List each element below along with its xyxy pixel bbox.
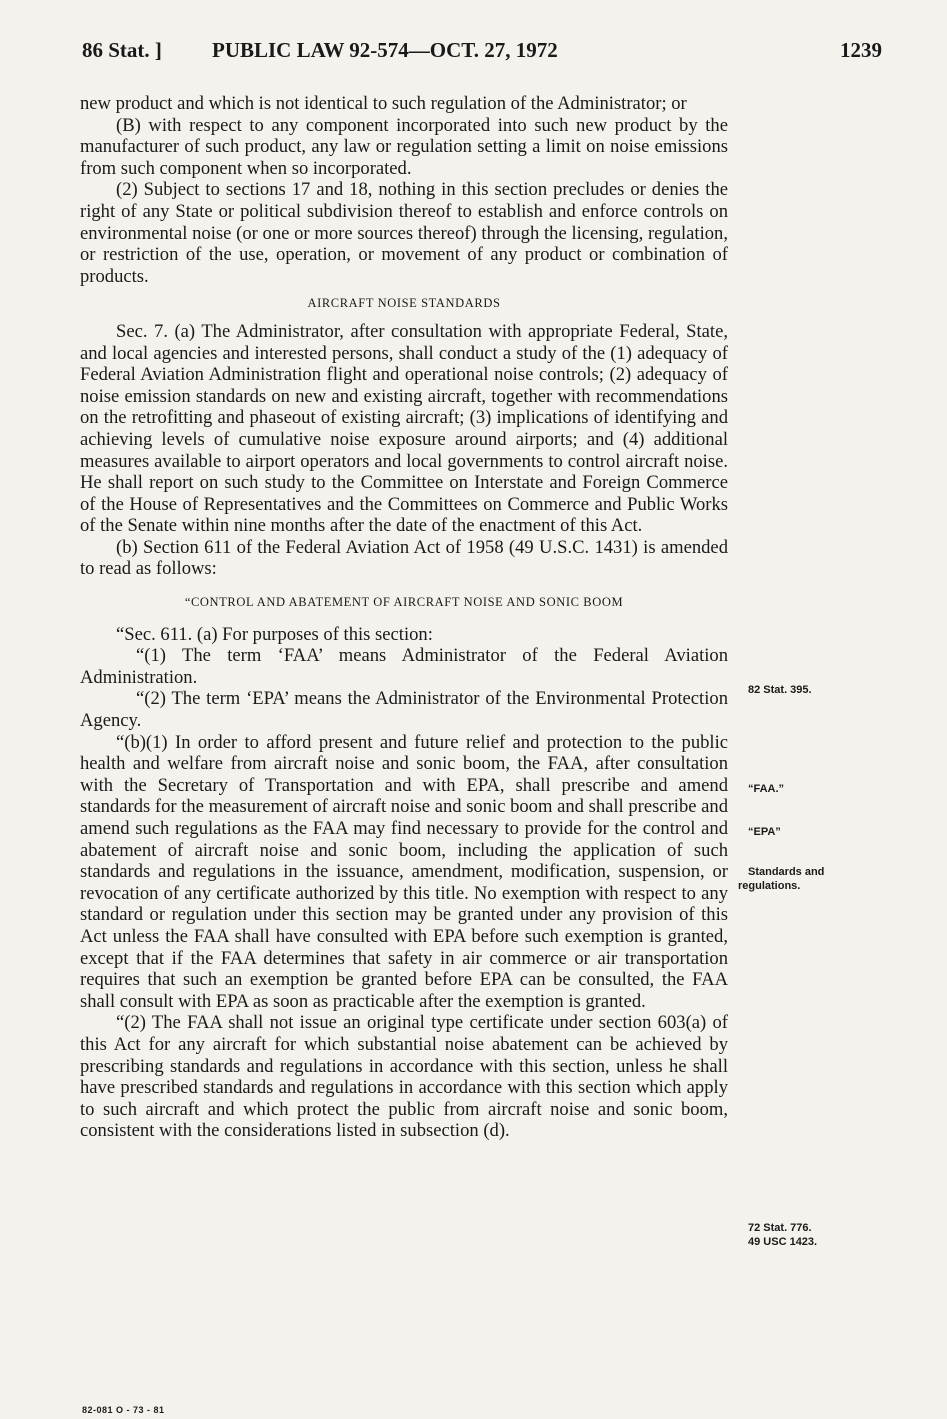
margin-note: 72 Stat. 776.: [748, 1222, 812, 1234]
print-code: 82-081 O - 73 - 81: [82, 1405, 165, 1415]
paragraph: (2) Subject to sections 17 and 18, nothing in this section precludes or denies the right of any State or political subdivision thereof to establish and enforce controls on environmental noise (or one or more sources thereof) through the licensing, regulation, or restriction of the use, operation, or movement of any product or combination of products.: [80, 179, 728, 287]
paragraph: “(2) The FAA shall not issue an original type certificate under section 603(a) of this Act for any aircraft for which substantial noise abatement can be achieved by prescribing standards and regulations in accordance with this section, unless he shall have prescribed standards and regulations in accordance with this section which apply to such aircraft and which protect the public from aircraft noise and sonic boom, consistent with the considerations listed in subsection (d).: [80, 1012, 728, 1142]
paragraph: (B) with respect to any component incorporated into such new product by the manufacturer of such product, any law or regulation setting a limit on noise emissions from such component when so incorporated.: [80, 114, 728, 179]
paragraph: new product and which is not identical to such regulation of the Administrator; or: [80, 93, 687, 114]
paragraph: “(2) The term ‘EPA’ means the Administrator of the Environmental Protection Agency.: [80, 688, 728, 732]
margin-note: “EPA”: [748, 826, 781, 838]
section-heading: “CONTROL AND ABATEMENT OF AIRCRAFT NOISE AND SONIC BOOM: [184, 595, 624, 610]
paragraph: “(1) The term ‘FAA’ means Administrator of the Federal Aviation Administration.: [80, 645, 728, 688]
margin-note: 82 Stat. 395.: [748, 684, 812, 696]
page-header: [82, 38, 882, 68]
margin-note: regulations.: [738, 880, 801, 892]
margin-note: Standards and: [748, 866, 825, 878]
statute-citation: 86 Stat. ]: [82, 38, 162, 62]
paragraph: “Sec. 611. (a) For purposes of this section:: [116, 623, 433, 645]
paragraph: “(b)(1) In order to afford present and future relief and protection to the public health and welfare from aircraft noise and sonic boom, the FAA, after consultation with the Secretary of Transportation and with EPA, shall prescribe and amend standards for the measurement of aircraft noise and sonic boom and shall prescribe and amend such regulations as the FAA may find necessary to provide for the control and abatement of aircraft noise and sonic boom, including the application of such standards and regulations in the issuance, amendment, modification, suspension, or revocation of any certificate authorized by this title. No exemption with respect to any standard or regulation under this section may be granted under any provision of this Act unless the FAA shall have consulted with EPA before such exemption is granted, except that if the FAA determines that safety in air commerce or air transportation requires that such an exemption be granted before EPA can be consulted, the FAA shall consult with EPA as soon as practicable after the exemption is granted.: [80, 731, 728, 1012]
section-heading: AIRCRAFT NOISE STANDARDS: [307, 296, 501, 311]
law-title: PUBLIC LAW 92-574—OCT. 27, 1972: [212, 38, 558, 62]
margin-note: 49 USC 1423.: [748, 1236, 818, 1248]
margin-note: “FAA.”: [748, 783, 785, 795]
page-number: 1239: [840, 38, 882, 62]
paragraph: Sec. 7. (a) The Administrator, after consultation with appropriate Federal, State, and local agencies and interested persons, shall conduct a study of the (1) adequacy of Federal Aviation Administration flight and operational noise controls; (2) adequacy of noise emission standards on new and existing aircraft, together with recommendations on the retrofitting and phaseout of existing aircraft; (3) implications of identifying and achieving levels of cumulative noise exposure around airports; and (4) additional measures available to airport operators and local governments to control aircraft noise. He shall report on such study to the Committee on Interstate and Foreign Commerce of the House of Representatives and the Committees on Commerce and Public Works of the Senate within nine months after the date of the enactment of this Act.: [80, 320, 728, 537]
paragraph: (b) Section 611 of the Federal Aviation Act of 1958 (49 U.S.C. 1431) is amended to read as follows:: [80, 536, 728, 580]
main-text: [80, 93, 728, 1142]
